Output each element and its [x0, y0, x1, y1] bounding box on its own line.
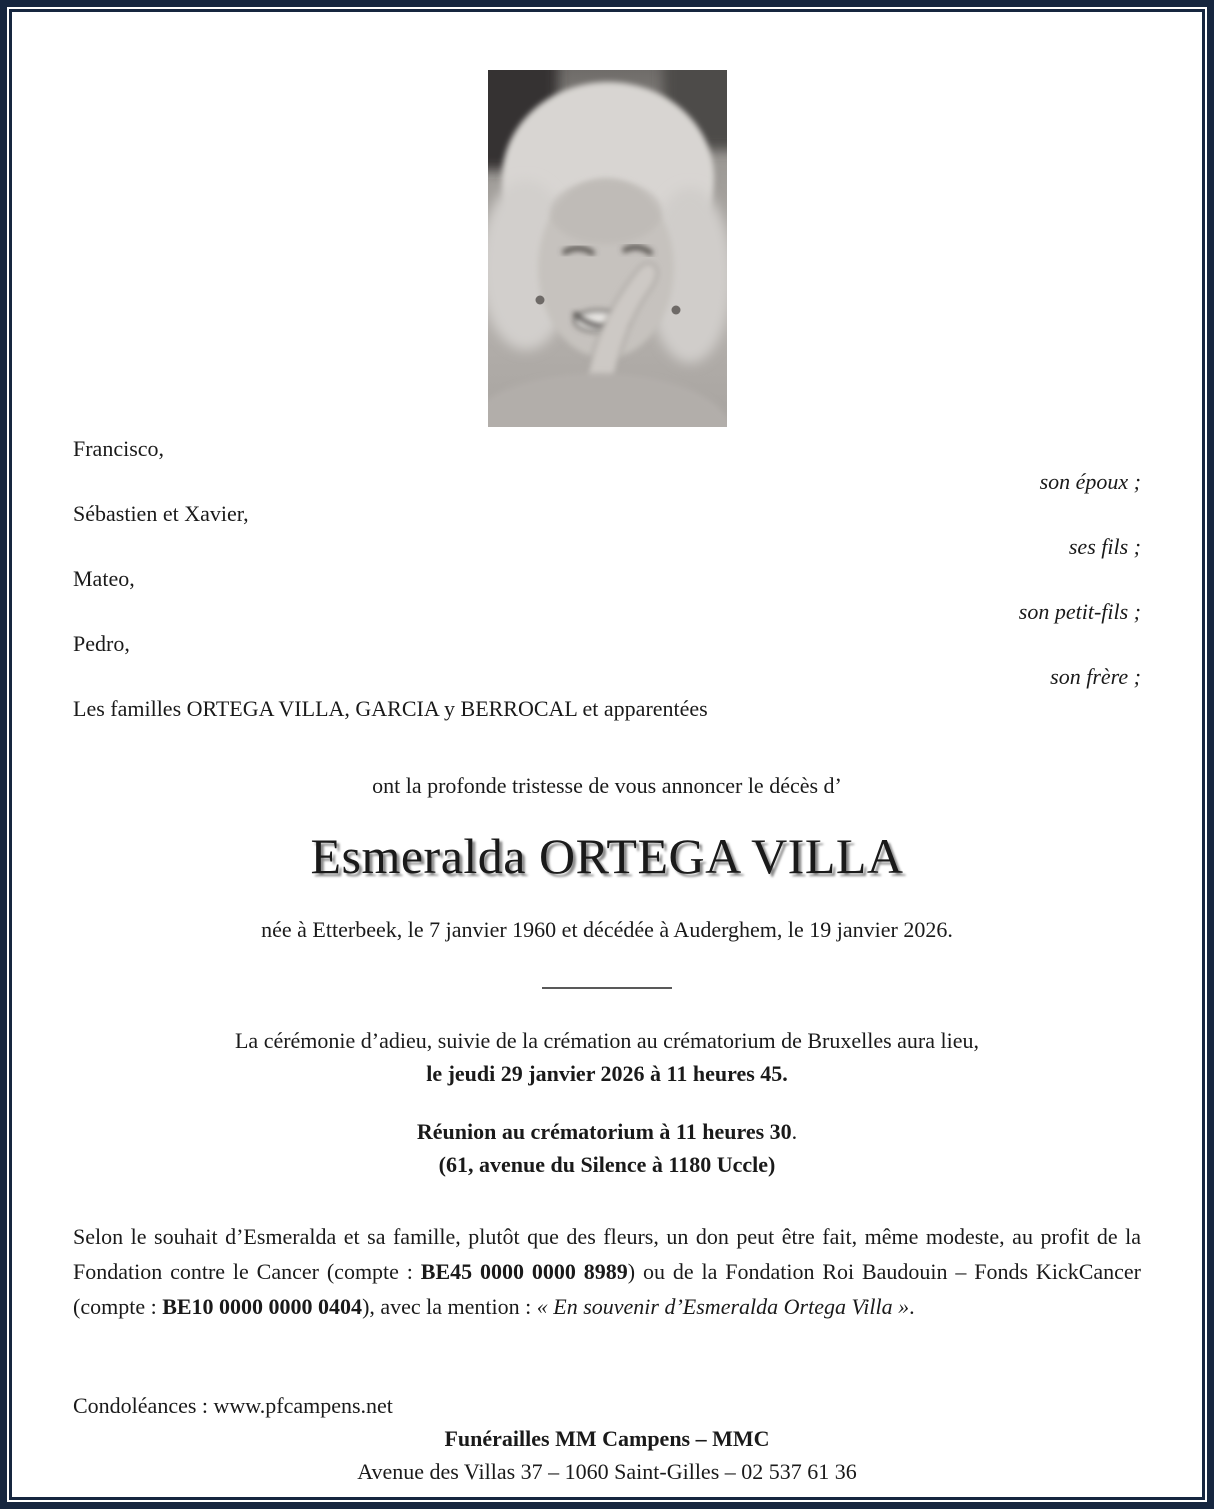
funeral-home-address: Avenue des Villas 37 – 1060 Saint-Gilles – 02 537 61 36: [357, 1459, 857, 1484]
announcement-line: ont la profonde tristesse de vous annoncer le décès d’: [372, 772, 842, 798]
family-member-name: Mateo,: [73, 566, 135, 591]
crematorium-address: (61, avenue du Silence à 1180 Uccle): [438, 1151, 776, 1177]
birth-death-dates: née à Etterbeek, le 7 janvier 1960 et décédée à Auderghem, le 19 janvier 2026.: [261, 916, 953, 942]
extended-families-line: Les familles ORTEGA VILLA, GARCIA y BERROCAL et apparentées: [73, 696, 708, 721]
family-member-relation: ses fils ;: [1068, 533, 1141, 559]
family-list: [73, 433, 1141, 726]
portrait-photo-graphic: [488, 70, 727, 427]
donation-text: .: [909, 1293, 915, 1319]
funeral-home-name: Funérailles MM Campens – MMC: [444, 1426, 770, 1451]
meeting-time: Réunion au crématorium à 11 heures 30: [416, 1118, 792, 1144]
family-member-relation: son petit-fils ;: [1018, 598, 1141, 624]
family-member-relation: son époux ;: [1039, 468, 1141, 494]
condolences-line: Condoléances : www.pfcampens.net: [73, 1393, 393, 1418]
section-divider: [542, 987, 672, 989]
family-member-name: Pedro,: [73, 631, 130, 656]
donation-text: ) ou de la Fondation Roi Baudouin – Fonds KickCancer (compte :: [73, 1258, 1141, 1319]
family-member-relation: son frère ;: [1050, 663, 1141, 689]
donation-text: ), avec la mention :: [362, 1293, 537, 1319]
deceased-name: Esmeralda ORTEGA VILLA: [310, 827, 904, 884]
ceremony-date-time: le jeudi 29 janvier 2026 à 11 heures 45.: [426, 1060, 788, 1086]
footer-block: [73, 1389, 1141, 1488]
portrait-photo: [488, 70, 727, 427]
meeting-details: [73, 1115, 1141, 1181]
donation-mention: « En souvenir d’Esmeralda Ortega Villa »: [536, 1293, 910, 1319]
family-member-name: Francisco,: [73, 436, 165, 461]
donation-paragraph: [73, 1219, 1141, 1324]
donation-account-kickcancer: BE10 0000 0000 0404: [162, 1293, 363, 1319]
donation-account-cancer-foundation: BE45 0000 0000 8989: [420, 1258, 628, 1284]
obituary-content: [19, 19, 1195, 1490]
family-member-name: Sébastien et Xavier,: [73, 501, 249, 526]
meeting-time-period: .: [791, 1118, 798, 1144]
ceremony-line: La cérémonie d’adieu, suivie de la crémation au crématorium de Bruxelles aura lieu,: [234, 1027, 979, 1053]
donation-text: Selon le souhait d’Esmeralda et sa famille, plutôt que des fleurs, un don peut être fait, même modeste, au profit de la Fondation contre le Cancer (compte :: [73, 1223, 1141, 1284]
ceremony-details: [73, 1024, 1141, 1090]
meeting-time-line: [73, 1115, 1141, 1148]
